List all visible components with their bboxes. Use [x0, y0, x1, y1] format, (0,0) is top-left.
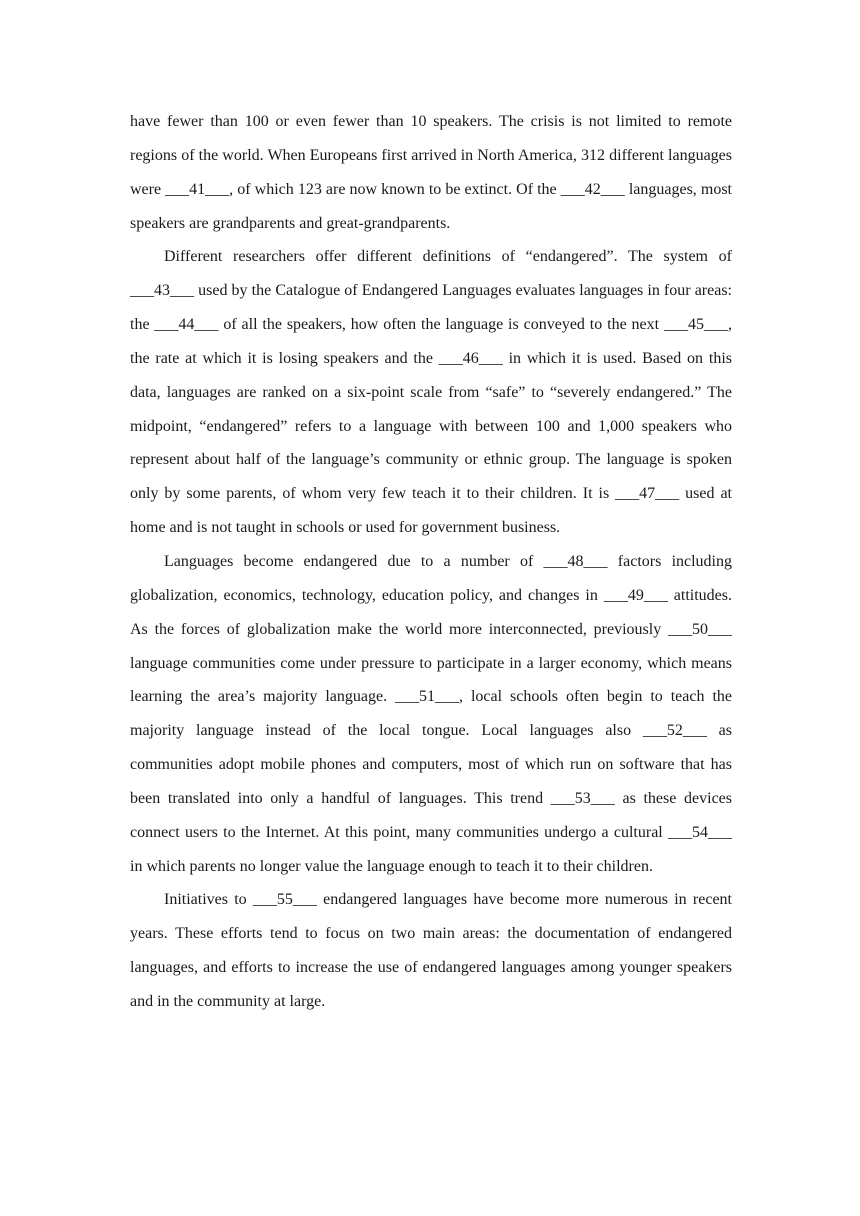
paragraph-1: have fewer than 100 or even fewer than 10 speakers. The crisis is not limited to remote regions of the world. When Europeans first arrived in North America, 312 different languages were ___41___, of which 123 are now known to be extinct. Of the ___42___ languages, most speakers are grandparents and great-grandparents.	[130, 113, 732, 232]
paragraph-2: Different researchers offer different definitions of “endangered”. The system of ___43___ used by the Catalogue of Endangered Languages evaluates languages in four areas: the ___44___ of all the speakers, how often the language is conveyed to the next ___45___, the rate at which it is losing speakers and the ___46___ in which it is used. Based on this data, languages are ranked on a six-point scale from “safe” to “severely endangered.” The midpoint, “endangered” refers to a language with between 100 and 1,000 speakers who represent about half of the language’s community or ethnic group. The language is spoken only by some parents, of whom very few teach it to their children. It is ___47___ used at home and is not taught in schools or used for government business.	[130, 248, 732, 537]
document-page	[130, 105, 732, 1019]
paragraph-4: Initiatives to ___55___ endangered languages have become more numerous in recent years. These efforts tend to focus on two main areas: the documentation of endangered languages, and efforts to increase the use of endangered languages among younger speakers and in the community at large.	[130, 891, 732, 1010]
paragraph-3: Languages become endangered due to a number of ___48___ factors including globalization, economics, technology, education policy, and changes in ___49___ attitudes. As the forces of globalization make the world more interconnected, previously ___50___ language communities come under pressure to participate in a larger economy, which means learning the area’s majority language. ___51___, local schools often begin to teach the majority language instead of the local tongue. Local languages also ___52___ as communities adopt mobile phones and computers, most of which run on software that has been translated into only a handful of languages. This trend ___53___ as these devices connect users to the Internet. At this point, many communities undergo a cultural ___54___ in which parents no longer value the language enough to teach it to their children.	[130, 552, 732, 875]
